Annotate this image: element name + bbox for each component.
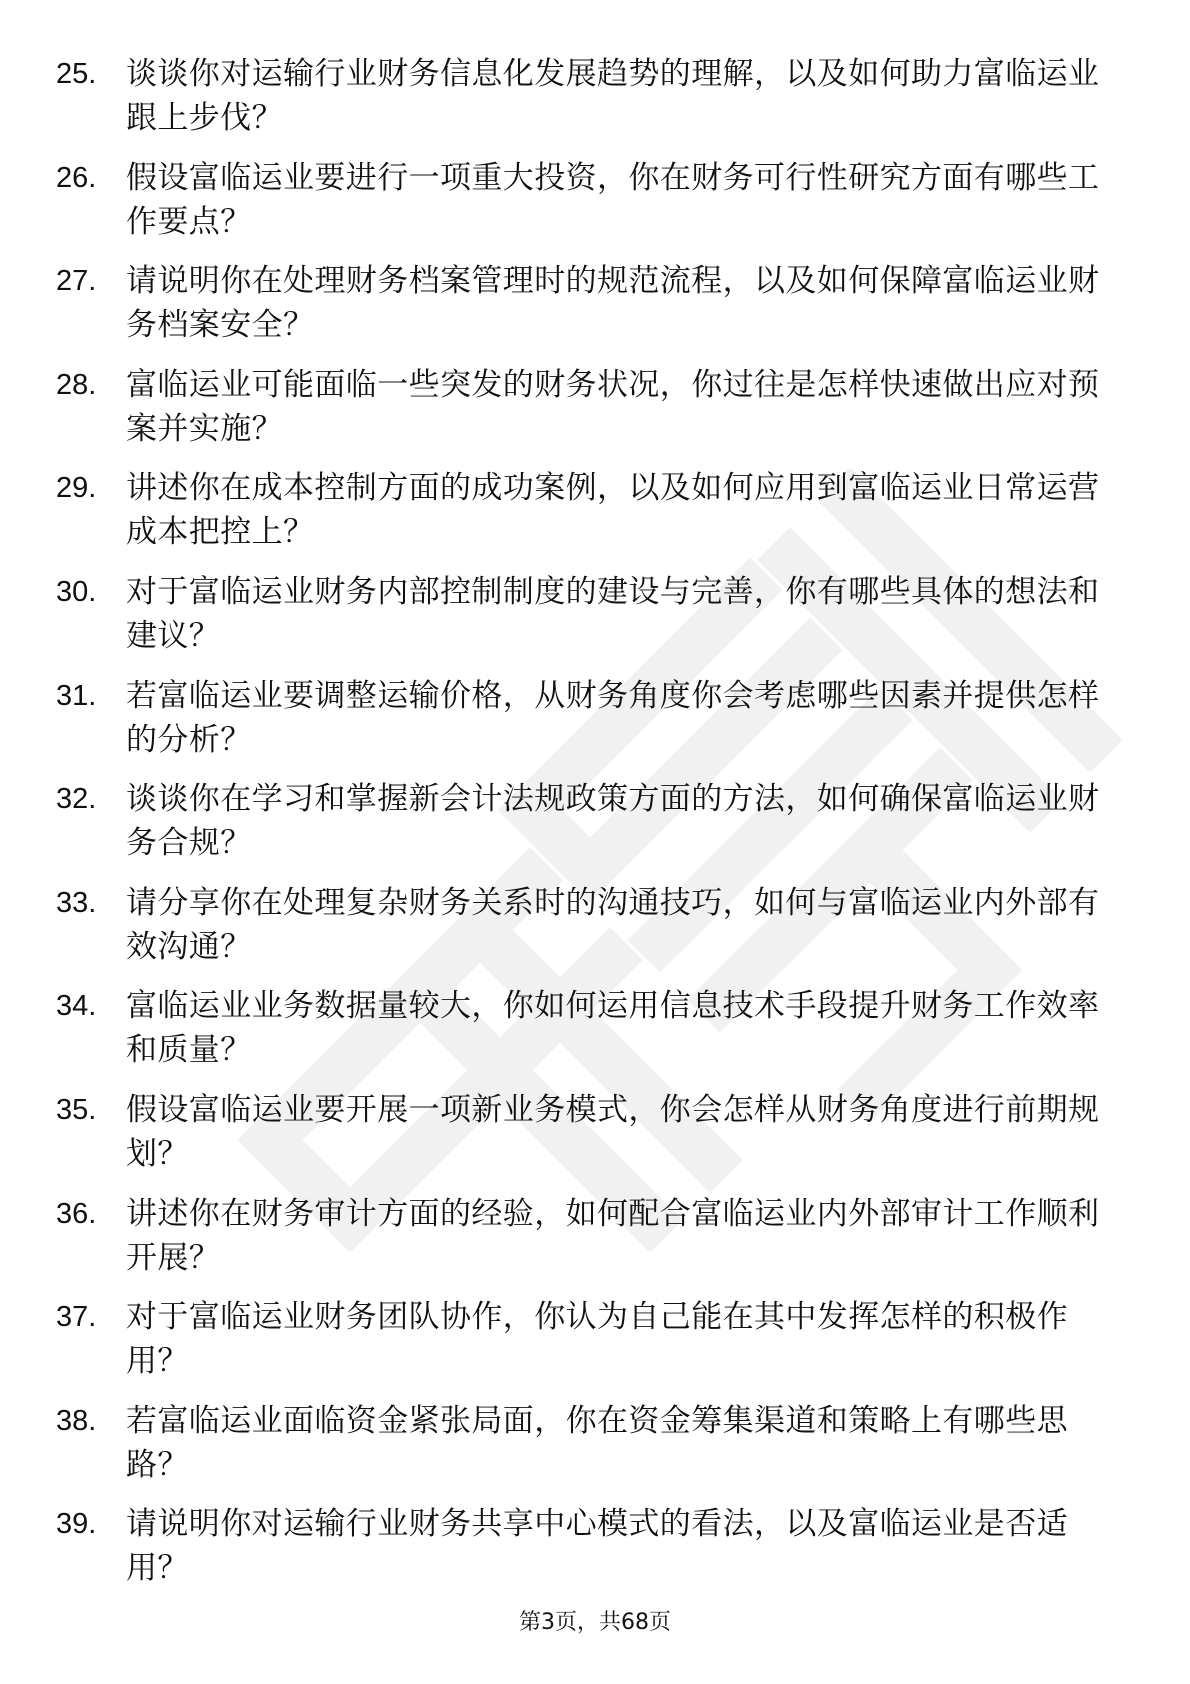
question-item <box>56 1192 1116 1296</box>
question-number: 36. <box>56 1197 97 1230</box>
question-text: 若富临运业要调整运输价格，从财务角度你会考虑哪些因素并提供怎样的分析？ <box>126 677 1100 758</box>
question-text: 假设富临运业要开展一项新业务模式，你会怎样从财务角度进行前期规划？ <box>126 1091 1100 1172</box>
question-text: 讲述你在财务审计方面的经验，如何配合富临运业内外部审计工作顺利开展？ <box>126 1195 1100 1276</box>
question-number: 35. <box>56 1093 97 1126</box>
question-text: 对于富临运业财务内部控制制度的建设与完善，你有哪些具体的想法和建议？ <box>126 573 1100 654</box>
question-text: 谈谈你对运输行业财务信息化发展趋势的理解，以及如何助力富临运业跟上步伐？ <box>126 56 1100 136</box>
question-number: 38. <box>56 1404 97 1437</box>
question-number: 31. <box>56 679 97 712</box>
question-text: 请分享你在处理复杂财务关系时的沟通技巧，如何与富临运业内外部有效沟通？ <box>126 884 1100 965</box>
question-item <box>56 466 1116 570</box>
question-number: 39. <box>56 1508 97 1541</box>
question-item <box>56 1399 1116 1503</box>
question-text: 假设富临运业要进行一项重大投资，你在财务可行性研究方面有哪些工作要点？ <box>126 159 1100 240</box>
question-item <box>56 363 1116 467</box>
question-text: 请说明你在处理财务档案管理时的规范流程，以及如何保障富临运业财务档案安全？ <box>126 263 1100 344</box>
question-item <box>56 1502 1116 1606</box>
question-number: 29. <box>56 472 97 505</box>
question-text: 讲述你在成本控制方面的成功案例，以及如何应用到富临运业日常运营成本把控上？ <box>126 470 1100 551</box>
question-list <box>56 52 1116 1606</box>
page-footer: 第3页，共68页 <box>519 1610 671 1635</box>
question-item <box>56 777 1116 881</box>
question-text: 请说明你对运输行业财务共享中心模式的看法，以及富临运业是否适用？ <box>126 1506 1068 1587</box>
question-item <box>56 570 1116 674</box>
question-number: 32. <box>56 783 97 816</box>
question-number: 27. <box>56 265 97 298</box>
question-number: 26. <box>56 161 97 194</box>
question-item <box>56 1088 1116 1192</box>
question-text: 富临运业可能面临一些突发的财务状况，你过往是怎样快速做出应对预案并实施？ <box>126 366 1100 447</box>
question-text: 富临运业业务数据量较大，你如何运用信息技术手段提升财务工作效率和质量？ <box>126 988 1100 1069</box>
question-number: 28. <box>56 368 97 401</box>
question-item <box>56 881 1116 985</box>
question-item <box>56 259 1116 363</box>
question-number: 34. <box>56 990 97 1023</box>
question-item <box>56 984 1116 1088</box>
question-number: 25. <box>56 58 97 90</box>
question-text: 若富临运业面临资金紧张局面，你在资金筹集渠道和策略上有哪些思路？ <box>126 1402 1068 1483</box>
question-item <box>56 156 1116 260</box>
question-number: 37. <box>56 1301 97 1334</box>
question-number: 33. <box>56 886 97 919</box>
question-item <box>56 1295 1116 1399</box>
question-item <box>56 674 1116 778</box>
question-item <box>56 52 1116 156</box>
question-text: 对于富临运业财务团队协作，你认为自己能在其中发挥怎样的积极作用？ <box>126 1299 1068 1380</box>
question-text: 谈谈你在学习和掌握新会计法规政策方面的方法，如何确保富临运业财务合规？ <box>126 781 1100 862</box>
question-number: 30. <box>56 575 97 608</box>
